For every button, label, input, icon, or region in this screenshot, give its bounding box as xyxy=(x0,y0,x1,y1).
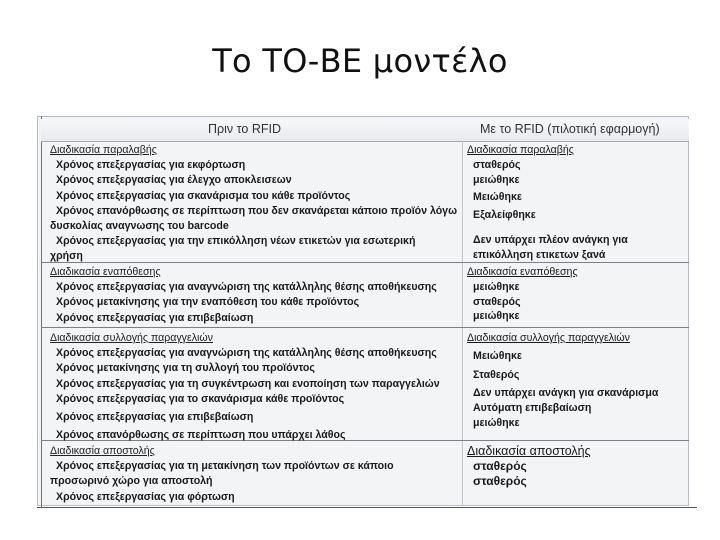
list-item: Εξαλείφθηκε xyxy=(473,209,536,222)
list-item: Χρόνος επεξεργασίας για αναγνώριση της κατάλληλης θέσης αποθήκευσης xyxy=(56,281,437,294)
list-item: Χρόνος επεξεργασίας για τη συγκέντρωση και ενοποίηση των παραγγελιών xyxy=(56,377,440,390)
list-item: σταθερός xyxy=(473,158,521,171)
section-picking-after xyxy=(467,331,658,431)
list-item-continuation: προσωρινό χώρο για αποστολή xyxy=(50,475,213,488)
section-heading: Διαδικασία συλλογής παραγγελιών xyxy=(50,332,213,344)
list-item-continuation: επικόλληση ετικετων ξανά xyxy=(473,248,606,261)
list-item: Χρόνος μετακίνησης για τη συλλογή του προϊόντος xyxy=(56,362,315,375)
section-divider xyxy=(41,327,689,328)
list-item-continuation: δυσκολίας αναγνωσης του barcode xyxy=(50,220,229,233)
section-heading: Διαδικασία συλλογής παραγγελιών xyxy=(467,332,630,344)
list-item: Χρόνος επεξεργασίας για την επικόλληση νέων ετικετών για εσωτερική xyxy=(56,235,416,248)
section-putaway-after xyxy=(467,265,578,324)
list-item: Χρόνος επεξεργασίας για επιβεβαίωση xyxy=(56,411,254,424)
section-dispatch-before xyxy=(50,444,394,505)
list-item: Χρόνος επεξεργασίας για εκφόρτωση xyxy=(56,159,246,172)
section-heading: Διαδικασία παραλαβής xyxy=(50,144,157,156)
section-heading: Διαδικασία παραλαβής xyxy=(467,144,574,156)
list-item: Χρόνος επανόρθωσης σε περίπτωση που υπάρχει λάθος xyxy=(56,429,346,442)
list-item: Μειώθηκε xyxy=(473,191,522,204)
list-item: Σταθερός xyxy=(473,368,520,381)
list-item: σταθερός xyxy=(473,473,527,488)
section-dispatch-after xyxy=(467,444,591,488)
section-picking-before xyxy=(50,331,440,443)
list-item: μειώθηκε xyxy=(473,416,520,429)
list-item: μειώθηκε xyxy=(473,173,520,186)
list-item: Χρόνος μετακίνησης για την εναπόθεση του κάθε προϊόντος xyxy=(56,296,360,309)
table-header-row xyxy=(41,119,689,142)
section-heading: Διαδικασία εναπόθεσης xyxy=(50,266,161,278)
table-left-rule xyxy=(41,116,42,508)
list-item-continuation: χρήση xyxy=(50,250,83,263)
list-item: Χρόνος επεξεργασίας για έλεγχο αποκλεισεων xyxy=(56,174,292,187)
section-heading: Διαδικασία αποστολής xyxy=(50,445,155,457)
list-item: σταθερός xyxy=(473,295,521,308)
section-receiving-before xyxy=(50,143,457,265)
slide-title: Το ΤΟ-ΒΕ μοντέλο xyxy=(212,42,508,80)
list-item: σταθερός xyxy=(473,458,527,473)
section-heading: Διαδικασία αποστολής xyxy=(467,444,591,458)
list-item: Δεν υπάρχει ανάγκη για σκανάρισμα xyxy=(473,387,659,400)
header-after-rfid: Με το RFID (πιλοτική εφαρμογή) xyxy=(480,122,660,136)
list-item: μειώθηκε xyxy=(473,280,520,293)
section-receiving-after xyxy=(467,143,628,263)
list-item: Χρόνος επεξεργασίας για τη μετακίνηση των προϊόντων σε κάποιο xyxy=(56,460,394,473)
slide-bottom-rule xyxy=(37,507,697,508)
list-item: Δεν υπάρχει πλέον ανάγκη για xyxy=(473,233,628,246)
column-divider xyxy=(462,141,463,505)
section-heading: Διαδικασία εναπόθεσης xyxy=(467,266,578,278)
list-item: Χρόνος επανόρθωσης σε περίπτωση που δεν σκανάρεται κάποιο προϊόν λόγω xyxy=(56,204,458,217)
list-item: μειώθηκε xyxy=(473,310,520,323)
list-item: Χρόνος επεξεργασίας για επιβεβαίωση xyxy=(56,311,254,324)
list-item: Χρόνος επεξεργασίας για το σκανάρισμα κάθε προϊόντος xyxy=(56,392,345,405)
section-putaway-before xyxy=(50,265,437,326)
list-item: Χρόνος επεξεργασίας για φόρτωση xyxy=(56,490,235,503)
list-item: Αυτόματη επιβεβαίωση xyxy=(473,402,592,415)
header-before-rfid: Πριν το RFID xyxy=(208,122,281,136)
list-item: Χρόνος επεξεργασίας για αναγνώριση της κατάλληλης θέσης αποθήκευσης xyxy=(56,347,437,360)
list-item: Μειώθηκε xyxy=(473,349,522,362)
list-item: Χρόνος επεξεργασίας για σκανάρισμα του κάθε προϊόντος xyxy=(56,189,351,202)
